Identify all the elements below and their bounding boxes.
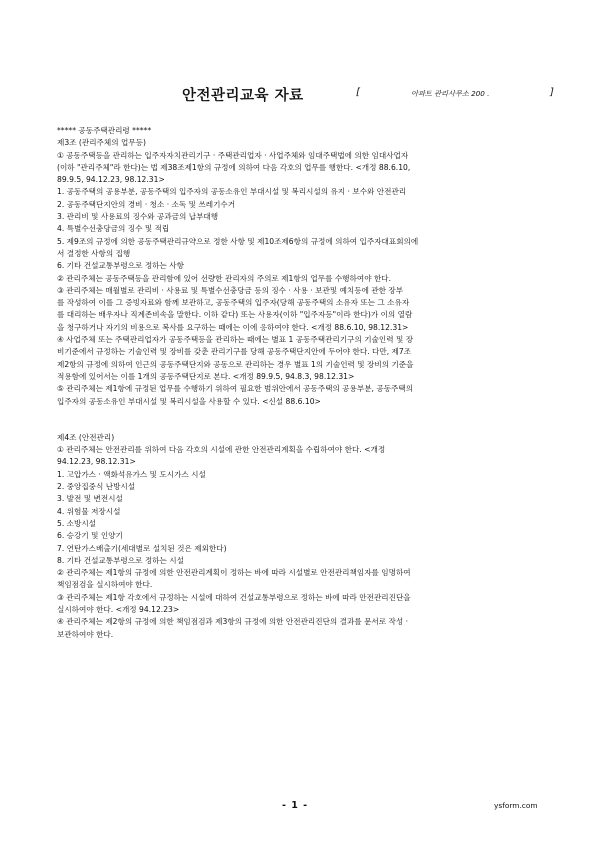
body-line: 1. 공동주택의 공용부분, 공동주택의 입주자의 공동소유인 부대시설 및 복리시설의 유지 · 보수와 안전관리 — [57, 187, 407, 197]
bracket-close: ] — [550, 87, 554, 98]
document-header — [0, 84, 595, 104]
body-line: 적용함에 있어서는 이를 1개의 공동주택단지로 본다. <개정 89.9.5, 94.8.3, 98.12.31> — [57, 371, 355, 381]
section-gap — [57, 408, 557, 420]
body-line: ④ 관리주체는 제2항의 규정에 의한 책임점검과 제3항의 규정에 의한 안전관리진단의 결과를 문서로 작성 · — [57, 617, 409, 627]
law-heading: ***** 공동주택관리령 ***** — [57, 126, 152, 135]
body-line: 7. 연탄가스배출기(세대별로 설치된 것은 제외한다) — [57, 543, 227, 553]
body-line: ⑤ 관리주체는 제1항에 규정된 업무를 수행하기 위하여 필요한 범위안에서 공동주택의 공용부분, 공동주택의 — [57, 384, 414, 394]
body-line: 6. 기타 건설교통부령으로 정하는 사항 — [57, 261, 184, 271]
body-line: 2. 중앙집중식 난방시설 — [57, 482, 136, 492]
body-line: ② 관리주체는 공동주택등을 관리함에 있어 선량한 관리자의 주의로 제1항의 업무를 수행하여야 한다. — [57, 273, 392, 283]
article-3-title: 제3조 (관리주체의 업무등) — [57, 138, 146, 148]
office-info: 아파트 관리사무소 200 . — [411, 89, 490, 98]
document-footer — [0, 800, 595, 814]
body-line: (이하 "관리주체"라 한다)는 법 제38조제1항의 규정에 의하여 다음 각호의 업무를 행한다. <개정 88.6.10, — [57, 162, 411, 172]
body-line: 4. 위험물 저장시설 — [57, 506, 121, 516]
body-line: 를 작성하여 이를 그 증빙자료와 함께 보관하고, 공동주택의 입주자(당해 공동주택의 소유자 또는 그 소유자 — [57, 298, 410, 308]
body-line: 을 청구하거나 자기의 비용으로 복사를 요구하는 때에는 이에 응하여야 한다. <개정 88.6.10, 98.12.31> — [57, 322, 409, 332]
body-line: 보관하여야 한다. — [57, 629, 114, 639]
body-line: 94.12.23, 98.12.31> — [57, 457, 136, 467]
body-line: 4. 특별수선충당금의 징수 및 적립 — [57, 224, 170, 234]
body-line: 8. 기타 건설교통부령으로 정하는 시설 — [57, 555, 184, 565]
site-name: ysform.com — [494, 801, 538, 810]
body-line: ③ 관리주체는 제1항 각호에서 규정하는 시설에 대하여 건설교통부령으로 정하는 바에 따라 안전관리진단을 — [57, 592, 411, 602]
article-3-body — [57, 150, 557, 408]
body-line: ① 공동주택등을 관리하는 입주자자치관리기구 · 주택관리업자 · 사업주체와 임대주택법에 의한 임대사업자 — [57, 150, 409, 160]
body-line: 3. 관리비 및 사용료의 징수와 공과금의 납부대행 — [57, 212, 219, 222]
body-line: 2. 공동주택단지안의 경비 · 청소 · 소독 및 쓰레기수거 — [57, 199, 236, 209]
body-line: ② 관리주체는 제1항의 규정에 의한 안전관리계획이 정하는 바에 따라 시설별로 안전관리책임자를 임명하여 — [57, 568, 411, 578]
body-line: 89.9.5, 94.12.23, 98.12.31> — [57, 175, 165, 185]
body-line: 3. 발전 및 변전시설 — [57, 494, 123, 504]
body-line: 입주자의 공동소유인 부대시설 및 복리시설을 사용할 수 있다. <신설 88.6.10> — [57, 396, 321, 406]
document-title: 안전관리교육 자료 — [182, 88, 304, 104]
body-line: 1. 고압가스 · 액화석유가스 및 도시가스 시설 — [57, 469, 206, 479]
bracket-open: [ — [356, 87, 360, 98]
body-line: 5. 제9조의 규정에 의한 공동주택관리규약으로 정한 사항 및 제10조제6항의 규정에 의하여 입주자대표회의에 — [57, 236, 419, 246]
body-line: 5. 소방시설 — [57, 518, 97, 528]
body-line: 제2항의 규정에 의하여 인근의 공동주택단지와 공동으로 관리하는 경우 별표 1의 기술인력 및 장비의 기준을 — [57, 359, 414, 369]
section-gap — [57, 420, 557, 432]
article-4-body — [57, 444, 557, 641]
body-line: 책임점검을 실시하여야 한다. — [57, 580, 153, 590]
body-line: 실시하여야 한다. <개정 94.12.23> — [57, 604, 180, 614]
body-line: ④ 사업주체 또는 주택관리업자가 공동주택등을 관리하는 때에는 별표 1 공동주택관리기구의 기술인력 및 장 — [57, 335, 414, 345]
body-line: 6. 승강기 및 인양기 — [57, 531, 123, 541]
document-body — [57, 125, 557, 641]
body-line: ③ 관리주체는 매월별로 관리비 · 사용료 및 특별수선충당금 등의 징수 · 사용 · 보관및 예치등에 관한 장부 — [57, 285, 404, 295]
body-line: 서 결정한 사항의 집행 — [57, 248, 131, 258]
body-line: ① 관리주체는 안전관리를 위하여 다음 각호의 시설에 관한 안전관리계획을 수립하여야 한다. <개정 — [57, 445, 386, 455]
body-line: 비기준에서 규정하는 기술인력 및 장비를 갖춘 관리기구를 당해 공동주택단지안에 두어야 한다. 다만, 제7조 — [57, 347, 412, 357]
body-line: 를 대리하는 배우자나 직계존비속을 말한다. 이하 같다) 또는 사용자(이하 "입주자등"이라 한다)가 이의 열람 — [57, 310, 413, 320]
page-number: - 1 - — [282, 800, 309, 811]
article-4-title: 제4조 (안전관리) — [57, 432, 115, 442]
